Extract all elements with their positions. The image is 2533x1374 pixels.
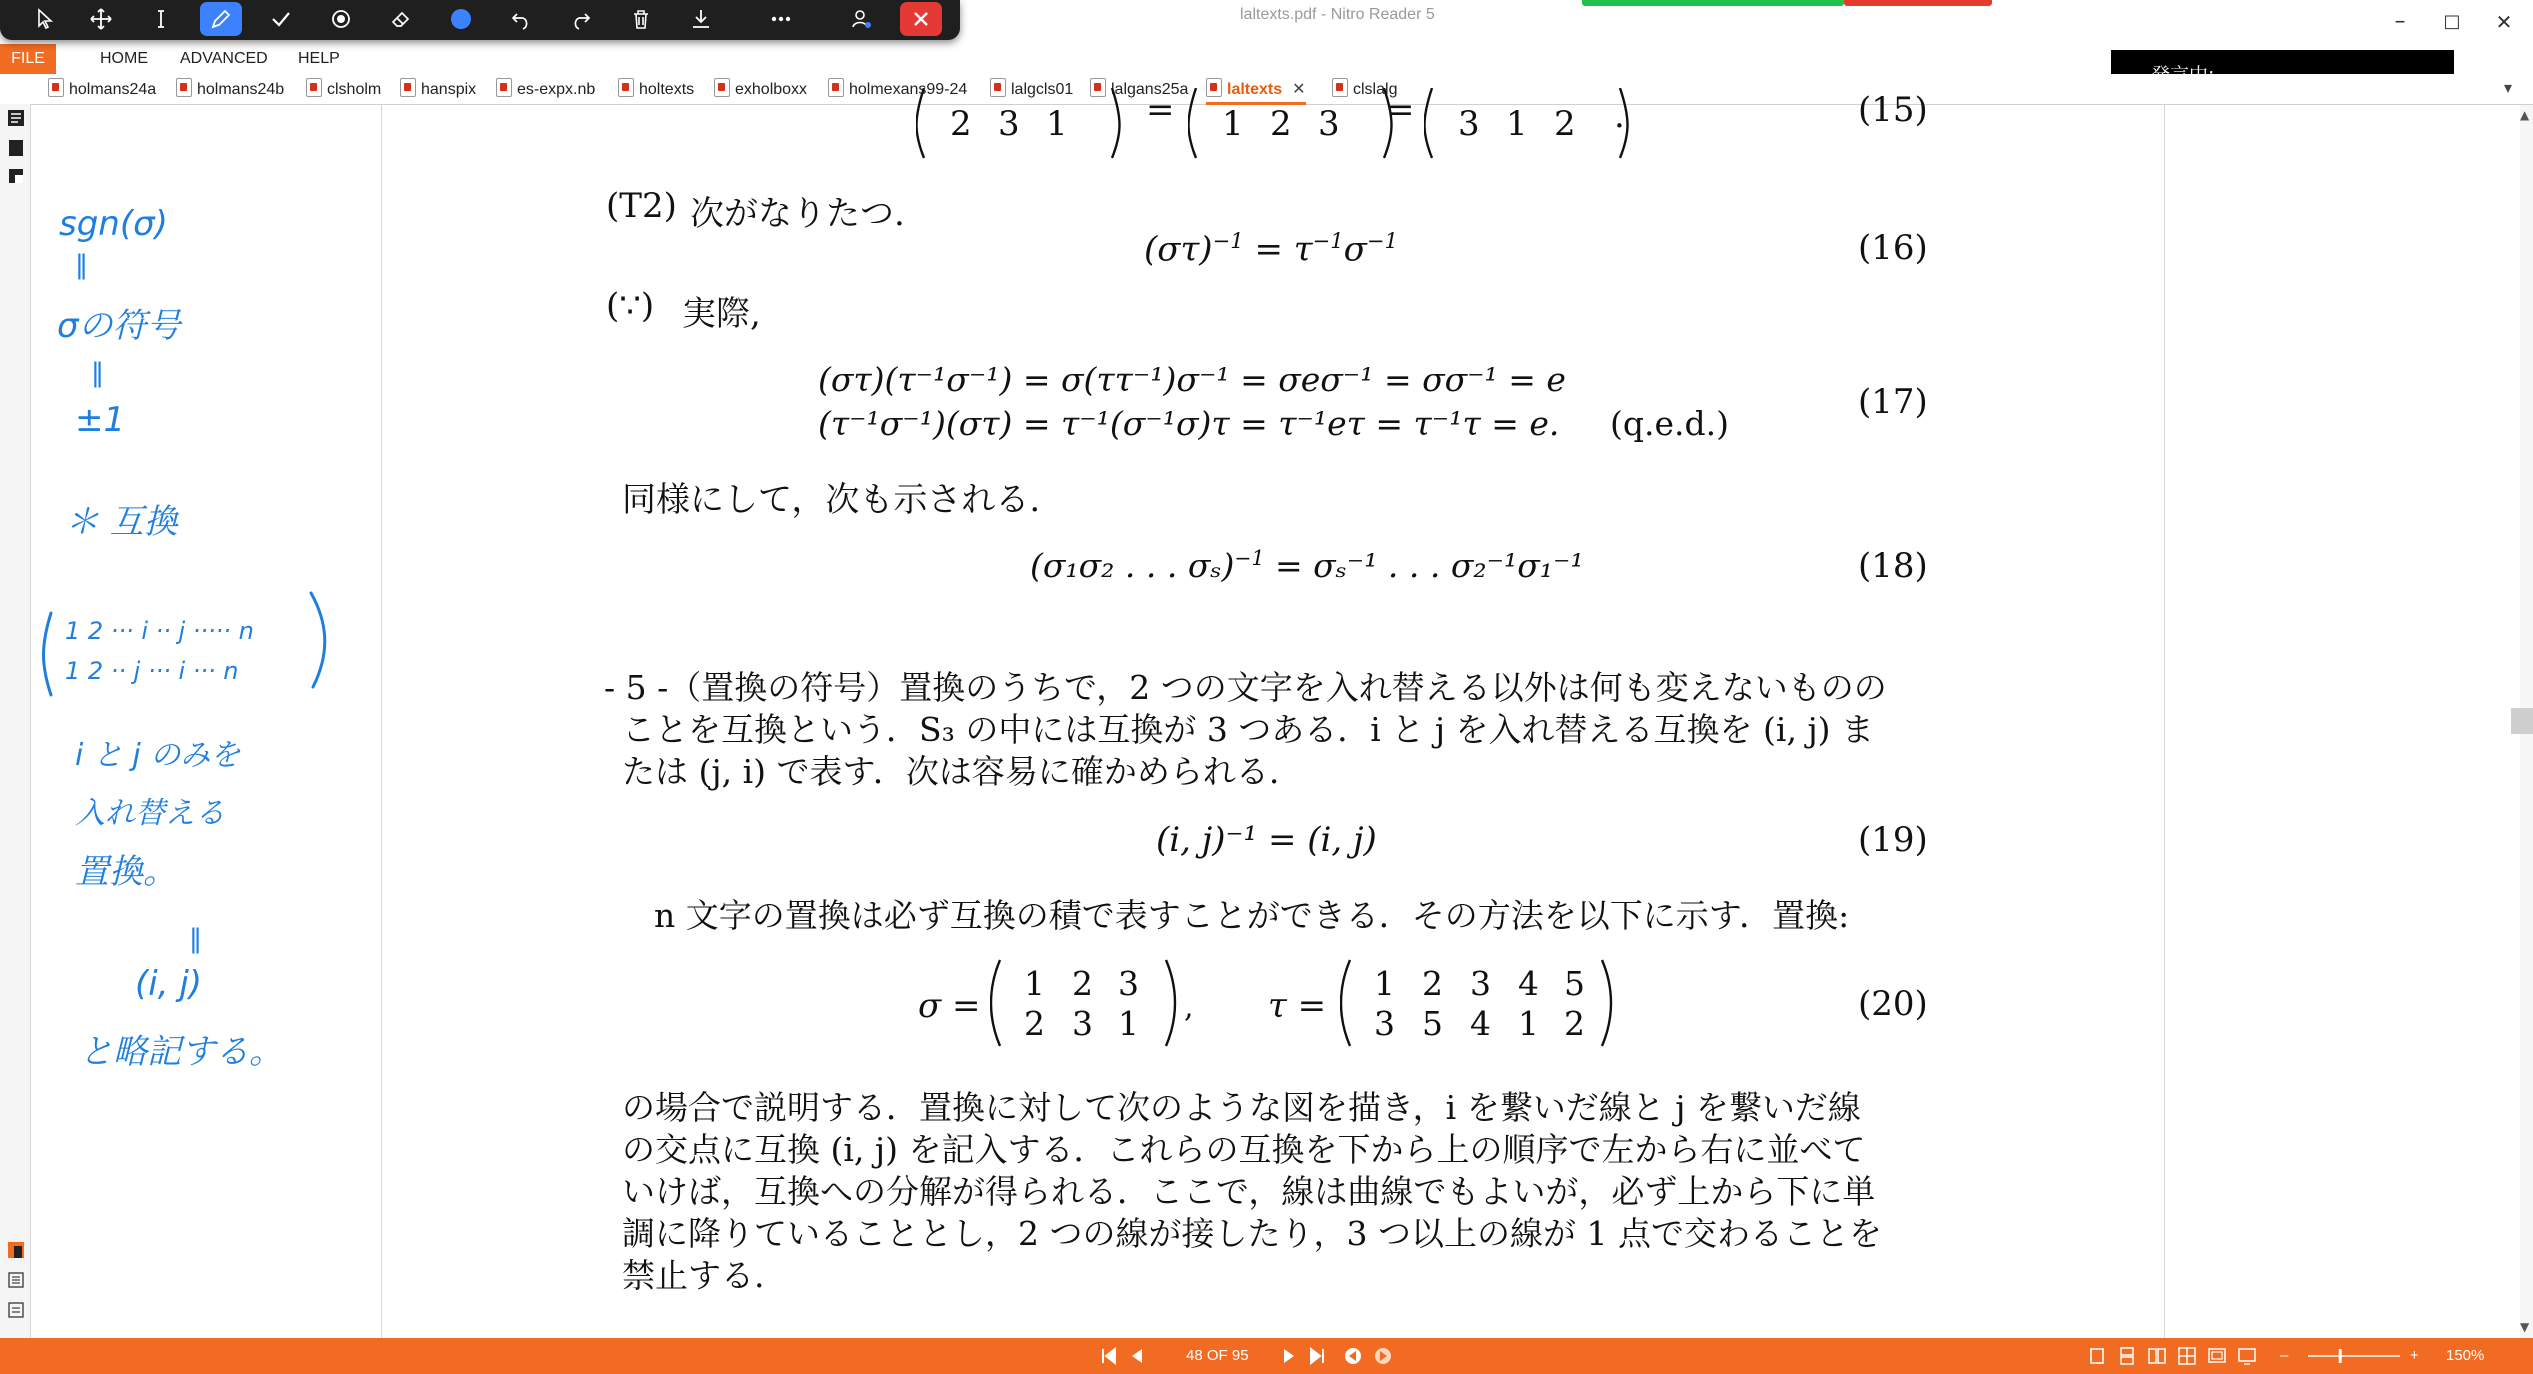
tab-label: laltexts [1227, 81, 1283, 98]
pdf-file-icon [400, 78, 416, 97]
forward-view-icon[interactable] [1374, 1347, 1392, 1365]
tab-clsholm[interactable] [306, 78, 381, 102]
menu-help[interactable]: HELP [298, 50, 340, 67]
download-icon[interactable] [680, 2, 722, 36]
tab-label: holmexans99-24 [849, 81, 968, 98]
cell: 4 [1470, 1004, 1491, 1043]
ink-ij: (i, j) [135, 964, 203, 1004]
pdf-file-icon [496, 78, 512, 97]
last-page-icon[interactable] [1308, 1347, 1326, 1365]
equation-17-line1: (στ)(τ⁻¹σ⁻¹) = σ(ττ⁻¹)σ⁻¹ = σeσ⁻¹ = σσ⁻¹ = e [818, 360, 1566, 399]
scroll-up-icon[interactable]: ▲ [2520, 108, 2530, 122]
recording-progress-green [1582, 0, 1844, 6]
cell: 3 [1374, 1004, 1395, 1043]
scroll-down-icon[interactable]: ▼ [2520, 1320, 2530, 1334]
cell: 1 [1374, 964, 1395, 1003]
record-icon[interactable] [320, 2, 362, 36]
pdf-file-icon [176, 78, 192, 97]
tau-label: τ = [1268, 986, 1327, 1026]
eraser-icon[interactable] [380, 2, 422, 36]
equation-number-16: (16) [1858, 228, 1928, 268]
redo-icon[interactable] [560, 2, 602, 36]
equation-number-20: (20) [1858, 984, 1928, 1024]
ink-plus-minus-one: ±1 [75, 400, 126, 440]
cell: 5 [1422, 1004, 1443, 1043]
cell: 3 [1470, 964, 1491, 1003]
menu-file[interactable]: FILE [0, 44, 56, 74]
sigma-matrix [990, 958, 1180, 1052]
facing-view-icon[interactable] [2148, 1347, 2166, 1365]
continuous-view-icon[interactable] [2118, 1347, 2136, 1365]
scrollbar-thumb[interactable] [2511, 708, 2533, 734]
sigma-label: σ = [918, 986, 981, 1026]
tab-exholboxx[interactable] [714, 78, 807, 102]
color-dot-icon[interactable] [440, 2, 482, 36]
ink-matrix-bottom: 1 2 ·· j ··· i ··· n [65, 657, 239, 685]
pdf-file-icon [306, 78, 322, 97]
matrix-top-left [916, 88, 1126, 164]
pdf-file-icon [714, 78, 730, 97]
close-icon[interactable] [900, 2, 942, 36]
checkmark-icon[interactable] [260, 2, 302, 36]
eq16-rhs: = τ [1254, 229, 1313, 270]
tab-label: holtexts [639, 81, 695, 98]
tab-holmans24a[interactable] [48, 78, 156, 102]
ink-i-and-j: i と j のみを [75, 738, 241, 773]
page-edge [2164, 105, 2165, 1338]
fullscreen-icon[interactable] [2238, 1347, 2256, 1365]
cell: 3 [998, 104, 1020, 144]
output-panel-icon[interactable] [6, 1240, 26, 1260]
cell: 1 [1046, 104, 1068, 144]
zoom-out-icon[interactable]: – [2280, 1347, 2289, 1364]
t2-text: 次がなりたつ. [690, 194, 905, 234]
split-view-icon[interactable] [2208, 1347, 2226, 1365]
cell: 4 [1518, 964, 1539, 1003]
t2-label: (T2) [606, 186, 677, 226]
list-panel-icon[interactable] [6, 1300, 26, 1320]
tab-label: lalgans25a [1111, 81, 1189, 98]
cell: 2 [1564, 1004, 1585, 1043]
equation-number-18: (18) [1858, 546, 1928, 586]
similar-text: 同様にして，次も示される. [622, 480, 1041, 520]
tau-matrix [1340, 958, 1616, 1052]
section5-line1: - 5 -（置換の符号）置換のうちで，2 つの文字を入れ替える以外は何も変えないものの [604, 668, 1887, 707]
chevron-down-icon[interactable]: ▾ [2504, 80, 2513, 97]
tab-label: es-expx.nb [517, 81, 596, 98]
recording-progress-red [1844, 0, 1992, 6]
cell: 3 [1118, 964, 1139, 1003]
undo-icon[interactable] [500, 2, 542, 36]
left-tool-rail [0, 104, 31, 1338]
equation-17-line2: (τ⁻¹σ⁻¹)(στ) = τ⁻¹(σ⁻¹σ)τ = τ⁻¹eτ = τ⁻¹τ = e. [818, 404, 1560, 443]
pointer-icon[interactable] [24, 2, 66, 36]
more-icon[interactable] [760, 2, 802, 36]
maximize-button[interactable]: □ [2443, 11, 2461, 32]
ink-equiv-3: ‖ [189, 924, 202, 954]
ink-matrix-top: 1 2 ··· i ·· j ····· n [65, 617, 254, 645]
next-page-icon[interactable] [1280, 1347, 1298, 1365]
equation-19: (i, j)⁻¹ = (i, j) [1156, 820, 1377, 860]
tab-label: clslalg [1353, 81, 1398, 98]
facing-continuous-view-icon[interactable] [2178, 1347, 2196, 1365]
equals-sign: = [1386, 90, 1415, 130]
zoom-level[interactable]: 150% [2446, 1347, 2485, 1364]
cell: 3 [1458, 104, 1480, 144]
ink-drawing [31, 105, 381, 1338]
text-cursor-icon[interactable] [140, 2, 182, 36]
cell: 1 [1518, 1004, 1539, 1043]
ink-permutation: 置換。 [75, 852, 177, 892]
handwritten-notes-pane[interactable] [31, 105, 382, 1338]
zoom-in-icon[interactable]: + [2410, 1347, 2419, 1364]
qed: (q.e.d.) [1610, 404, 1729, 443]
pdf-file-icon [48, 78, 64, 97]
paragraph-line-1: の場合で説明する．置換に対して次のような図を描き，i を繋いだ線と j を繋いだ線 [622, 1088, 1861, 1127]
paragraph-line-3: いけば，互換への分解が得られる．ここで，線は曲線でもよいが，必ず上から下に単 [622, 1172, 1876, 1211]
ink-sign-of-sigma: σの符号 [57, 306, 181, 346]
ink-equiv-2: ‖ [91, 358, 104, 388]
eq16-lhs: (στ) [1144, 229, 1213, 270]
because-symbol: (∵) [606, 286, 655, 326]
minimize-button[interactable]: – [2394, 9, 2406, 34]
tab-holmans24b[interactable] [176, 78, 284, 102]
pdf-file-icon [618, 78, 634, 97]
zoom-slider[interactable] [2304, 1338, 2404, 1374]
equation-number-15: (15) [1858, 90, 1928, 130]
equation-number-19: (19) [1858, 820, 1928, 860]
cell: 2 [1024, 1004, 1045, 1043]
bookmarks-panel-icon[interactable] [6, 108, 26, 128]
cell: 2 [1422, 964, 1443, 1003]
cell: 2 [1270, 104, 1292, 144]
section5-line3: たは (j, i) で表す．次は容易に確かめられる. [622, 752, 1280, 791]
because-text: 実際, [682, 294, 761, 334]
equation-16: $(\sigma\tau)^{-1} = \tau^{-1}\sigma^{-1}$ [1144, 228, 1398, 270]
intro-n-text: n 文字の置換は必ず互換の積で表すことができる．その方法を以下に示す．置換: [654, 896, 1850, 935]
menu-advanced[interactable]: ADVANCED [180, 50, 268, 67]
cell: 1 [1222, 104, 1244, 144]
tab-label: holmans24b [197, 81, 285, 98]
cell: 2 [950, 104, 972, 144]
matrix-top-mid [1188, 88, 1398, 164]
ink-transposition: ＊ 互換 [65, 502, 178, 542]
eq18-lhs: (σ₁σ₂ . . . σₛ) [1030, 546, 1235, 585]
status-bar [0, 1338, 2533, 1374]
cell: 1 [1024, 964, 1045, 1003]
tab-label: holmans24a [69, 81, 157, 98]
cell: 5 [1564, 964, 1585, 1003]
cell: 3 [1072, 1004, 1093, 1043]
tab-holtexts[interactable] [618, 78, 694, 102]
eq18-rhs: = σₛ⁻¹ . . . σ₂⁻¹σ₁⁻¹ [1274, 546, 1584, 585]
equation-number-17: (17) [1858, 382, 1928, 422]
pen-toolbar [0, 0, 960, 40]
pdf-file-icon [828, 78, 844, 97]
previous-page-icon[interactable] [1128, 1347, 1146, 1365]
section5-line2: ことを互換という．S₃ の中には互換が 3 つある．i と j を入れ替える互換を (i, j) ま [622, 710, 1875, 749]
pages-panel-icon[interactable] [6, 138, 26, 158]
equation-18: (σ₁σ₂ . . . σₛ)$^{-1}$ = σₛ⁻¹ . . . σ₂⁻¹σ₁⁻¹ [1030, 546, 1584, 585]
single-page-view-icon[interactable] [2088, 1347, 2106, 1365]
first-page-icon[interactable] [1100, 1347, 1118, 1365]
cell: 2 [1072, 964, 1093, 1003]
tab-label: clsholm [327, 81, 382, 98]
cell: 2 [1554, 104, 1576, 144]
eq16-tail: σ [1343, 229, 1367, 270]
tab-close-icon[interactable]: ✕ [1292, 81, 1306, 98]
trash-icon[interactable] [620, 2, 662, 36]
tab-label: exholboxx [735, 81, 808, 98]
comments-panel-icon[interactable] [6, 166, 26, 186]
properties-panel-icon[interactable] [6, 1270, 26, 1290]
ink-equiv-1: ‖ [75, 250, 88, 280]
tab-label: hanspix [421, 81, 477, 98]
page-indicator[interactable]: 48 OF 95 [1186, 1347, 1249, 1364]
cell: 1 [1506, 104, 1528, 144]
user-icon[interactable] [840, 2, 882, 36]
back-view-icon[interactable] [1344, 1347, 1362, 1365]
tab-hanspix[interactable] [400, 78, 476, 102]
ink-sgn: sgn(σ) [59, 204, 168, 244]
cell: 1 [1118, 1004, 1139, 1043]
tab-label: lalgcls01 [1011, 81, 1074, 98]
menu-home[interactable]: HOME [100, 50, 148, 67]
paragraph-line-2: の交点に互換 (i, j) を記入する．これらの互換を下から上の順序で左から右に並べて [622, 1130, 1866, 1169]
window-title: laltexts.pdf - Nitro Reader 5 [1240, 6, 1435, 23]
move-icon[interactable] [80, 2, 122, 36]
tab-es-expx[interactable] [496, 78, 595, 102]
period: . [1614, 96, 1625, 136]
paragraph-line-4: 調に降りていることとし，2 つの線が接したり，3 つ以上の線が 1 点で交わることを [622, 1214, 1882, 1253]
paragraph-line-5: 禁止する. [622, 1256, 765, 1295]
pen-icon[interactable] [200, 2, 242, 36]
ink-swap: 入れ替える [75, 796, 225, 831]
comma: , [1184, 990, 1194, 1025]
equals-sign: = [1146, 90, 1175, 130]
close-window-button[interactable]: ✕ [2495, 10, 2513, 34]
ink-abbreviate: と略記する。 [79, 1032, 283, 1072]
matrix-top-right [1424, 88, 1634, 164]
cell: 3 [1318, 104, 1340, 144]
